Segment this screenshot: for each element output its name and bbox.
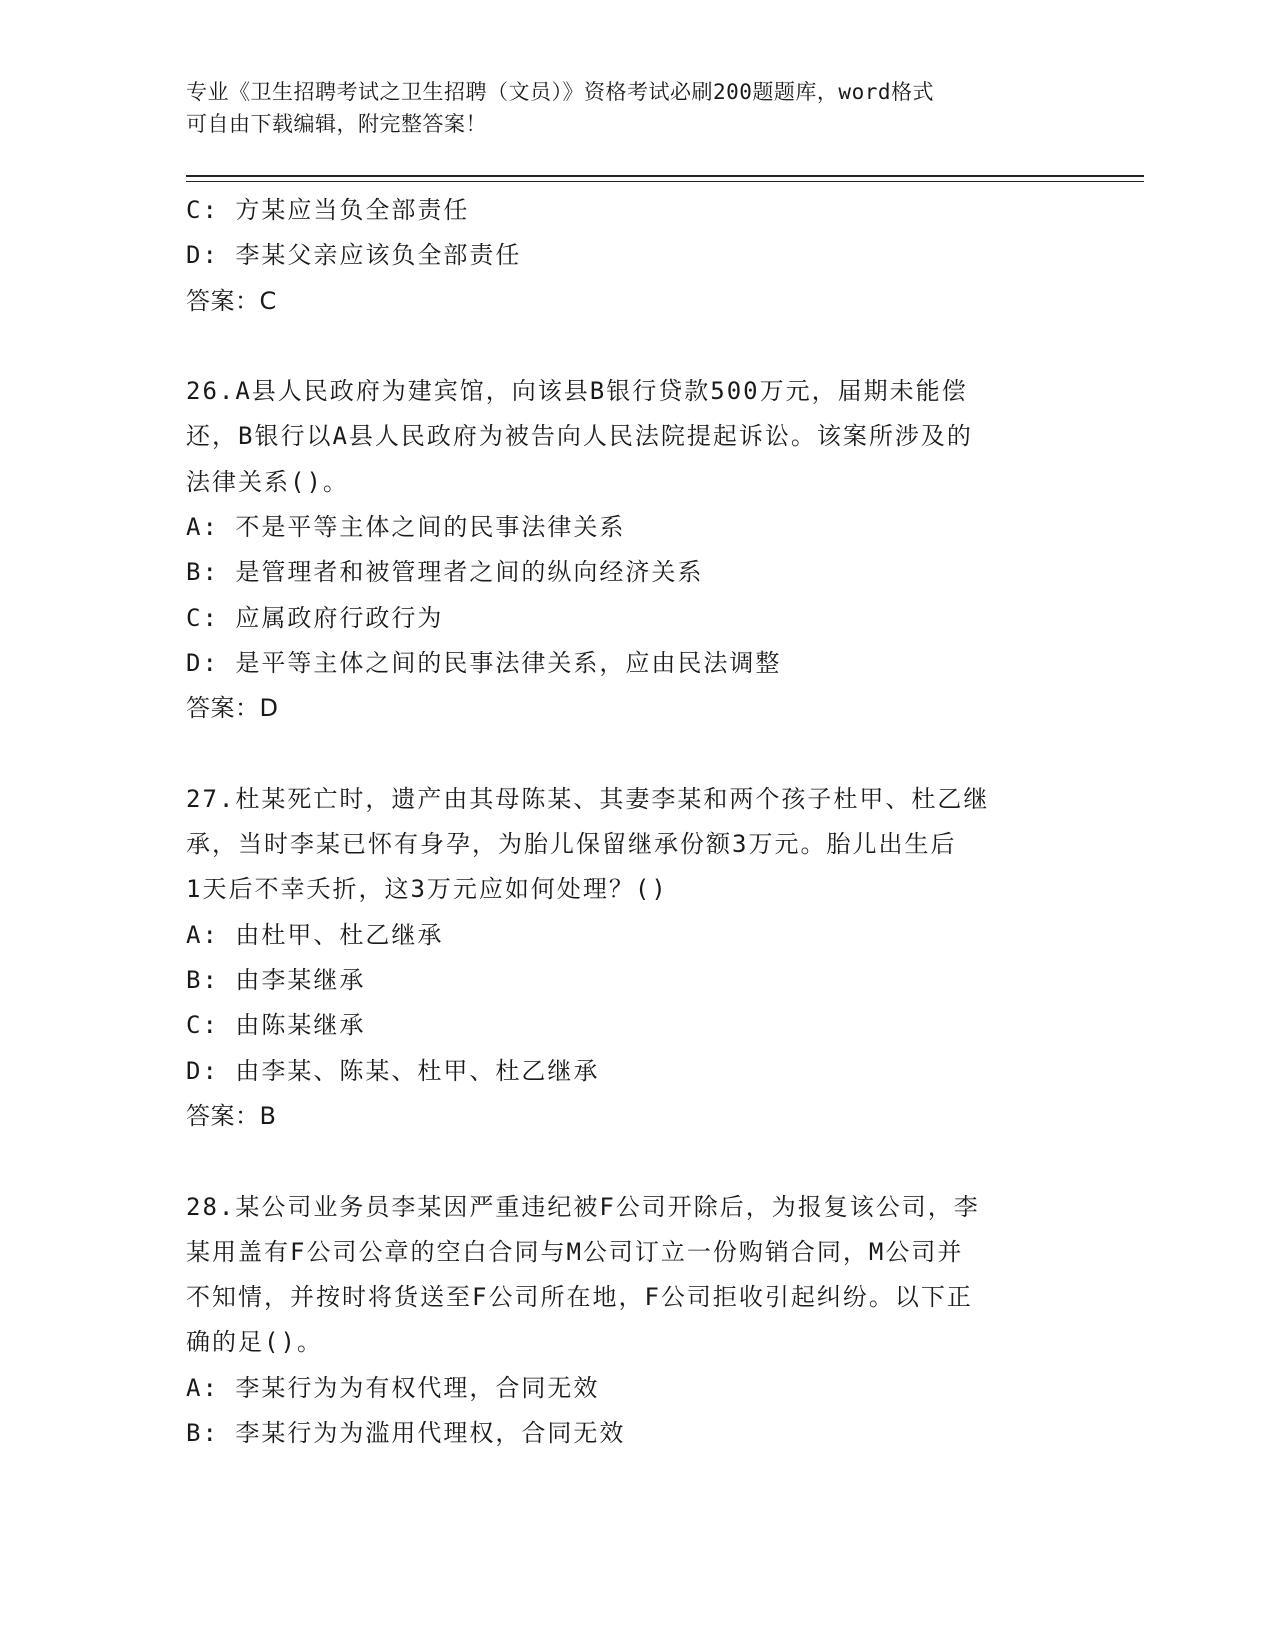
option-c: C: 方某应当负全部责任 — [186, 196, 470, 224]
answer-line: 答案：C — [186, 286, 277, 315]
spacer — [186, 324, 1086, 369]
question-25-continued — [186, 188, 1086, 324]
question-stem-line: 26.A县人民政府为建宾馆，向该县B银行贷款500万元，届期未能偿 — [186, 377, 968, 406]
option-c: C: 由陈某继承 — [186, 1011, 366, 1040]
option-a: A: 不是平等主体之间的民事法律关系 — [186, 513, 626, 542]
header-title-line: 专业《卫生招聘考试之卫生招聘（文员）》资格考试必刷200题题库，word格式 — [186, 80, 934, 104]
header-rule-thick — [186, 175, 1144, 177]
option-a: A: 由杜甲、杜乙继承 — [186, 920, 444, 949]
question-stem-line: 某用盖有F公司公章的空白合同与M公司订立一份购销合同，M公司并 — [186, 1237, 964, 1266]
spacer — [186, 732, 1086, 777]
header-rule-thin — [186, 181, 1144, 182]
question-26 — [186, 369, 1086, 731]
answer-line: 答案：D — [186, 694, 279, 723]
question-28 — [186, 1185, 1086, 1457]
answer-line: 答案：B — [186, 1101, 277, 1130]
option-b: B: 是管理者和被管理者之间的纵向经济关系 — [186, 558, 704, 587]
question-27 — [186, 777, 1086, 1139]
option-c: C: 应属政府行政行为 — [186, 603, 444, 632]
question-stem-line: 还，B银行以A县人民政府为被告向人民法院提起诉讼。该案所涉及的 — [186, 422, 973, 451]
question-stem-line: 28.某公司业务员李某因严重违纪被F公司开除后，为报复该公司，李 — [186, 1192, 980, 1221]
option-a: A: 李某行为为有权代理，合同无效 — [186, 1373, 600, 1402]
question-stem-line: 确的足()。 — [186, 1328, 323, 1357]
page-header — [186, 76, 1066, 140]
spacer — [186, 1139, 1086, 1184]
question-stem-line: 1天后不幸夭折，这3万元应如何处理？() — [186, 875, 668, 904]
option-d: D: 是平等主体之间的民事法律关系，应由民法调整 — [186, 648, 782, 677]
option-d: D: 李某父亲应该负全部责任 — [186, 241, 522, 270]
option-b: B: 李某行为为滥用代理权，合同无效 — [186, 1419, 626, 1448]
question-stem-line: 法律关系()。 — [186, 467, 349, 496]
header-subtitle-line: 可自由下载编辑，附完整答案！ — [186, 112, 487, 136]
question-stem-line: 不知情，并按时将货送至F公司所在地，F公司拒收引起纠纷。以下正 — [186, 1283, 973, 1312]
option-d: D: 由李某、陈某、杜甲、杜乙继承 — [186, 1056, 600, 1085]
question-stem-line: 承，当时李某已怀有身孕，为胎儿保留继承份额3万元。胎儿出生后 — [186, 830, 957, 859]
question-list — [186, 188, 1086, 1456]
option-b: B: 由李某继承 — [186, 966, 366, 995]
question-stem-line: 27.杜某死亡时，遗产由其母陈某、其妻李某和两个孩子杜甲、杜乙继 — [186, 784, 990, 813]
